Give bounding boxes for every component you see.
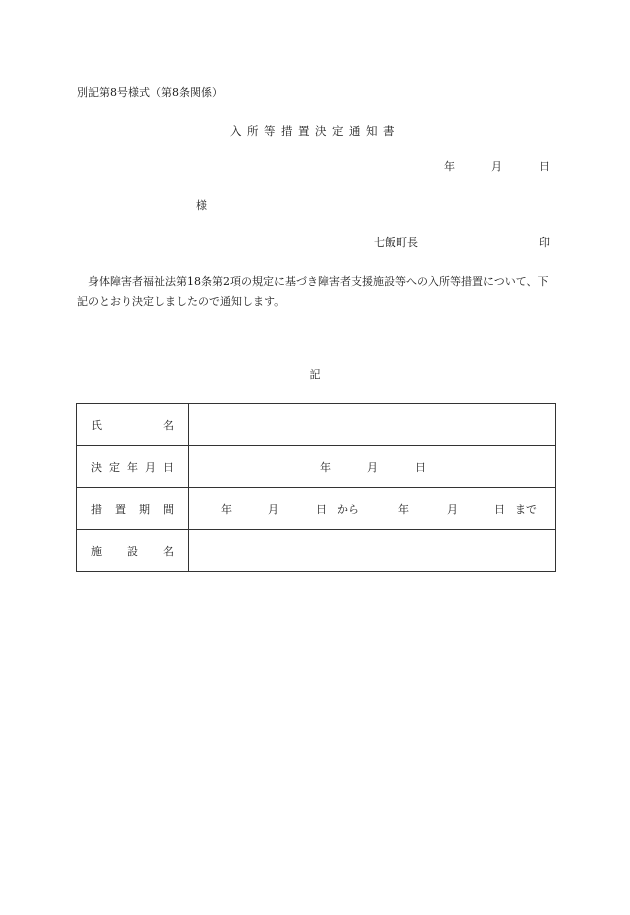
table-row-decision-date (77, 446, 556, 488)
period-part: 月 (268, 502, 279, 516)
table-row-name (77, 404, 556, 446)
value-decision-date (189, 446, 556, 488)
label-char: 期 (139, 502, 150, 516)
ki-heading: 記 (309, 368, 321, 381)
label-char: 措 (91, 502, 102, 516)
label-period (77, 488, 189, 530)
date-year-label: 年 (444, 160, 455, 173)
seal-mark: 印 (539, 236, 550, 249)
period-part: 日 (316, 502, 327, 516)
label-decision-date (77, 446, 189, 488)
label-char: 施 (91, 544, 102, 558)
date-part: 日 (415, 460, 426, 474)
addressee-honorific: 様 (196, 199, 207, 212)
label-char: 決 (91, 460, 102, 474)
date-month-label: 月 (491, 160, 502, 173)
label-char: 氏 (91, 418, 102, 432)
period-part: まで (515, 502, 537, 516)
label-name (77, 404, 189, 446)
label-char: 年 (127, 460, 138, 474)
label-char: 置 (115, 502, 126, 516)
table-row-period (77, 488, 556, 530)
value-name (189, 404, 556, 446)
period-part: 月 (447, 502, 458, 516)
label-char: 日 (163, 460, 174, 474)
date-day-label: 日 (539, 160, 550, 173)
label-char: 設 (127, 544, 138, 558)
label-char: 月 (145, 460, 156, 474)
date-part: 年 (320, 460, 331, 474)
body-paragraph: 身体障害者福祉法第18条第2項の規定に基づき障害者支援施設等への入所等措置について、下記のとおり決定しましたので通知します。 (77, 275, 549, 308)
label-char: 定 (109, 460, 120, 474)
sender-name: 七飯町長 (374, 236, 418, 249)
details-table (76, 403, 556, 572)
label-char: 間 (163, 502, 174, 516)
label-facility (77, 530, 189, 572)
form-reference: 別記第8号様式（第8条関係） (77, 86, 223, 99)
label-char: 名 (163, 418, 174, 432)
period-part: 日 (494, 502, 505, 516)
value-facility (189, 530, 556, 572)
period-part: 年 (398, 502, 409, 516)
value-period (189, 488, 556, 530)
period-part: から (337, 502, 359, 516)
label-char: 名 (163, 544, 174, 558)
date-part: 月 (367, 460, 378, 474)
period-part: 年 (221, 502, 232, 516)
document-title: 入所等措置決定通知書 (230, 124, 400, 138)
table-row-facility (77, 530, 556, 572)
